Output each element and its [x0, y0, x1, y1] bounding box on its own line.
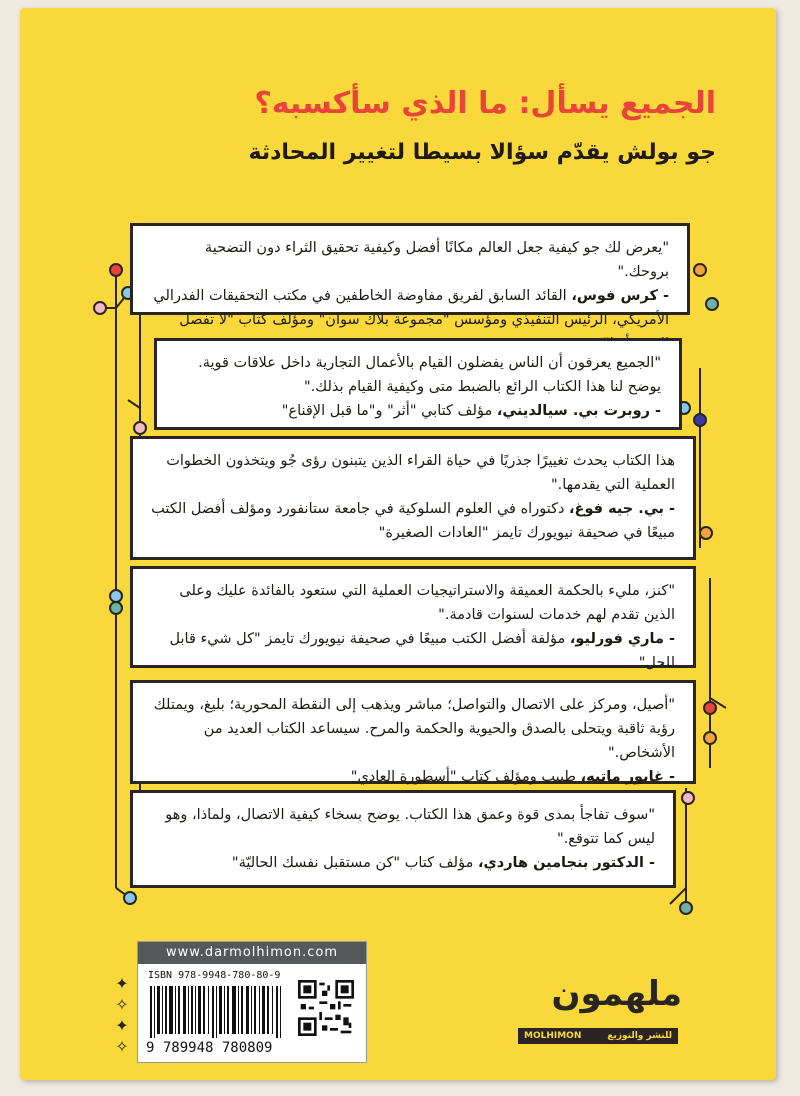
testimonial-quote: "الجميع يعرفون أن الناس يفضلون القيام بالأعمال التجارية داخل علاقات قوية. يوضح لنا هذا الكتاب الرائع بالضبط متى وكيفية القيام بذلك."	[198, 355, 661, 395]
testimonial-credentials: دكتوراه في العلوم السلوكية في جامعة ستانفورد ومؤلف أفضل الكتب مبيعًا في صحيفة نيويورك تايمز "العادات الصغيرة"	[151, 501, 675, 541]
isbn-number: 9 789948 780809	[146, 1040, 273, 1056]
star-icon: ✦	[115, 974, 129, 993]
testimonial-credentials: مؤلف كتاب "كن مستقبل نفسك الحاليّة"	[231, 855, 478, 871]
testimonial-credentials: مؤلفة أفضل الكتب مبيعًا في صحيفة نيويورك تايمز "كل شيء قابل للحل"	[169, 631, 675, 671]
logo-wordmark: ملهمون	[551, 974, 682, 1014]
testimonial-card	[130, 223, 690, 328]
testimonial-author: - الدكتور بنجامين هاردي،	[477, 855, 655, 871]
qr-code-icon[interactable]	[298, 980, 354, 1036]
testimonial-author: - روبرت بي. سيالديني،	[496, 403, 661, 419]
testimonial-credentials: طبيب ومؤلف كتاب "أسطورة العادي"	[350, 769, 581, 785]
subheadline: جو بولش يقدّم سؤالا بسيطا لتغيير المحادثة	[248, 140, 716, 165]
logo-tagline-ar: للنشر والتوزيع	[607, 1031, 672, 1041]
testimonial-card	[154, 338, 682, 430]
testimonial-quote: "كنز، مليء بالحكمة العميقة والاستراتيجيات العملية التي ستعود بالفائدة عليك وعلى الذين تقدم لهم خدمات لسنوات قادمة."	[179, 583, 675, 623]
testimonial-author: - غابور ماتيه،	[580, 769, 675, 785]
star-icon: ✧	[115, 1037, 129, 1056]
testimonial-author: - كرس فوس،	[571, 288, 669, 304]
isbn-label: ISBN 978-9948-780-80-9	[148, 970, 281, 981]
testimonial-quote: هذا الكتاب يحدث تغييرًا جذريًا في حياة القراء الذين يتبنون رؤى جُو ويتخذون الخطوات العملية التي يقدمها."	[166, 453, 675, 493]
star-icon: ✦	[115, 1016, 129, 1035]
testimonial-card	[130, 680, 696, 784]
testimonial-credentials: مؤلف كتابي "أثر" و"ما قبل الإقناع"	[281, 403, 497, 419]
testimonial-credentials: القائد السابق لفريق مفاوضة الخاطفين في مكتب التحقيقات الفدرالي الأمريكي، الرئيس التنفيذي ومؤسس "مجموعة بلاك سوان" ومؤلف كتاب "لا تفصل	[153, 288, 669, 328]
barcode-panel	[137, 941, 367, 1063]
star-icon: ✧	[115, 995, 129, 1014]
testimonial-quote: "يعرض لك جو كيفية جعل العالم مكانًا أفضل وكيفية تحقيق الثراء دون التضحية بروحك."	[204, 240, 669, 280]
testimonial-quote: "سوف تفاجأ بمدى قوة وعمق هذا الكتاب. يوضح بسخاء كيفية الاتصال، ولماذا، وهو ليس كما تتوقع."	[165, 807, 655, 847]
testimonial-card	[130, 790, 676, 888]
testimonial-card	[130, 436, 696, 560]
book-back-cover	[20, 8, 776, 1080]
logo-tagline-en: MOLHIMON	[524, 1031, 582, 1041]
testimonial-card	[130, 566, 696, 671]
headline: الجميع يسأل: ما الذي سأكسبه؟	[254, 86, 716, 121]
barcode-icon	[148, 986, 288, 1038]
testimonial-author: - ماري فورليو،	[569, 631, 675, 647]
publisher-logo	[512, 970, 682, 1050]
logo-tagline-bar	[518, 1028, 678, 1044]
publisher-website[interactable]: www.darmolhimon.com	[138, 942, 366, 964]
decorative-stars	[112, 973, 132, 1057]
testimonial-quote: "أصيل، ومركز على الاتصال والتواصل؛ مباشر ويذهب إلى النقطة المحورية؛ بليغ، ويمتلك رؤية ثاقبة ويتحلى بالصدق والحيوية والحكمة والمرح. سيساعد الكتاب العديد من الأشخاص."	[153, 697, 675, 761]
testimonial-author: - بي. جيه فوغ،	[569, 501, 675, 517]
